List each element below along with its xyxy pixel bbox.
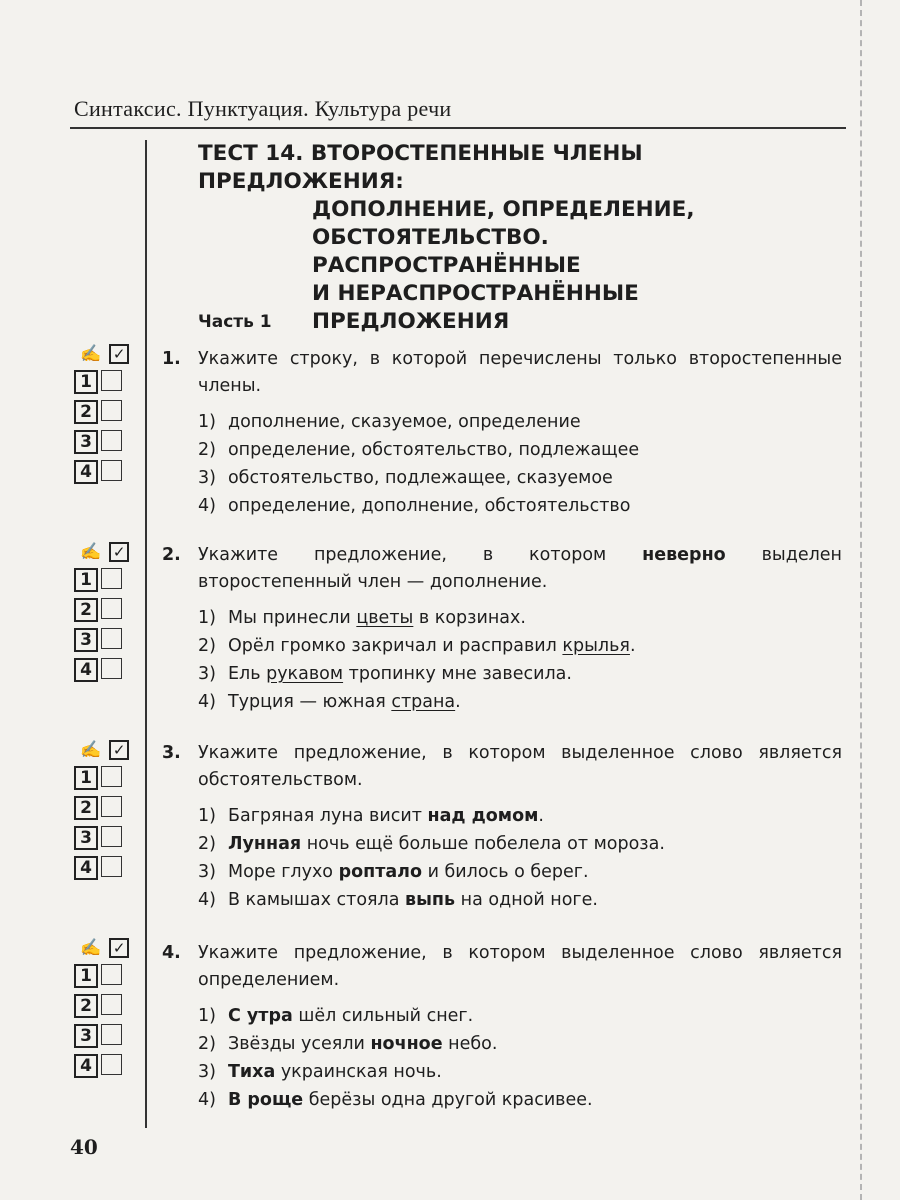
answer-number: 2: [74, 994, 98, 1018]
option-text: [228, 858, 589, 886]
question-body: [198, 346, 842, 400]
option-fragment: украинская ночь.: [275, 1062, 442, 1082]
highlighted-word: крылья: [562, 636, 630, 656]
cut-line: [860, 0, 862, 1200]
option-fragment: тропинку мне завесила.: [343, 664, 572, 684]
margin-rule: [145, 140, 147, 1128]
answer-checkbox[interactable]: [101, 826, 122, 847]
answer-checkbox[interactable]: [101, 400, 122, 421]
option-fragment: Орёл громко закричал и расправил: [227, 636, 563, 656]
emphasis-text: неверно: [642, 545, 726, 565]
option-item: [198, 858, 842, 886]
answer-checkbox[interactable]: [101, 994, 122, 1015]
option-fragment: шёл сильный снег.: [292, 1006, 474, 1026]
answer-header: [74, 740, 134, 760]
answer-checkbox[interactable]: [101, 964, 122, 985]
option-item: [198, 1058, 842, 1086]
option-fragment: В камышах стояла: [227, 890, 406, 910]
question-number: 3.: [162, 743, 181, 763]
answer-number: 4: [74, 1054, 98, 1078]
highlighted-word: Лунная: [227, 834, 302, 854]
answer-sidebar: [74, 740, 134, 880]
option-item: [198, 492, 842, 520]
option-text: [228, 1030, 497, 1058]
answer-row: [74, 994, 134, 1018]
option-fragment: Ель: [227, 664, 267, 684]
answer-checkbox[interactable]: [101, 1054, 122, 1075]
answer-row: [74, 568, 134, 592]
answer-number: 3: [74, 430, 98, 454]
option-number: 4): [198, 890, 216, 910]
answer-number: 2: [74, 796, 98, 820]
answer-row: [74, 1054, 134, 1078]
question-block: [162, 542, 842, 716]
question-block: [162, 346, 842, 520]
option-number: 2): [198, 440, 216, 460]
answer-header: [74, 542, 134, 562]
answer-header: [74, 938, 134, 958]
question-text: [162, 542, 842, 596]
check-icon: ✓: [109, 344, 129, 364]
option-item: [198, 1002, 842, 1030]
option-number: 2): [198, 834, 216, 854]
option-item: [198, 604, 842, 632]
option-text: [228, 1058, 442, 1086]
option-text: [228, 492, 630, 520]
test-title: [198, 140, 838, 336]
option-number: 3): [198, 862, 216, 882]
option-fragment: Звёзды усеяли: [227, 1034, 371, 1054]
pencil-icon: ✍: [80, 344, 102, 364]
option-fragment: .: [455, 692, 461, 712]
option-item: [198, 802, 842, 830]
option-number: 4): [198, 496, 216, 516]
answer-row: [74, 460, 134, 484]
option-item: [198, 436, 842, 464]
option-text: [228, 886, 598, 914]
test-label: ТЕСТ 14.: [198, 141, 304, 166]
option-item: [198, 688, 842, 716]
title-line: И НЕРАСПРОСТРАНЁННЫЕ ПРЕДЛОЖЕНИЯ: [312, 281, 639, 334]
option-item: [198, 1086, 842, 1114]
check-icon: ✓: [109, 740, 129, 760]
option-text: [228, 660, 572, 688]
answer-number: 2: [74, 400, 98, 424]
option-text: [228, 604, 526, 632]
question-fragment: Укажите предложение, в котором выделенное слово является обстоятельством.: [198, 743, 842, 790]
title-line: ОБСТОЯТЕЛЬСТВО.: [312, 225, 549, 250]
answer-row: [74, 826, 134, 850]
options-list: [198, 604, 842, 716]
answer-checkbox[interactable]: [101, 658, 122, 679]
answer-checkbox[interactable]: [101, 598, 122, 619]
option-number: 4): [198, 692, 216, 712]
option-item: [198, 464, 842, 492]
option-fragment: в корзинах.: [413, 608, 526, 628]
option-fragment: на одной ноге.: [455, 890, 598, 910]
question-body: [198, 740, 842, 794]
highlighted-word: рукавом: [266, 664, 344, 684]
options-list: [198, 1002, 842, 1114]
answer-row: [74, 370, 134, 394]
option-text: [228, 830, 665, 858]
question-text: [162, 940, 842, 994]
option-fragment: .: [629, 636, 636, 656]
question-body: [198, 542, 842, 596]
option-number: 1): [198, 1006, 216, 1026]
option-number: 1): [198, 412, 216, 432]
option-fragment: Мы принесли: [227, 608, 357, 628]
highlighted-word: ночное: [370, 1034, 443, 1054]
pencil-icon: ✍: [80, 740, 102, 760]
answer-number: 4: [74, 658, 98, 682]
answer-checkbox[interactable]: [101, 1024, 122, 1045]
option-item: [198, 408, 842, 436]
question-number: 4.: [162, 943, 181, 963]
answer-row: [74, 658, 134, 682]
answer-sidebar: [74, 542, 134, 682]
question-body: [198, 940, 842, 994]
answer-checkbox[interactable]: [101, 568, 122, 589]
answer-sidebar: [74, 938, 134, 1078]
highlighted-word: над домом: [427, 806, 539, 826]
option-fragment: Багряная луна висит: [227, 806, 428, 826]
question-number: 1.: [162, 349, 181, 369]
option-text: [228, 1086, 593, 1114]
question-block: [162, 940, 842, 1114]
option-item: [198, 632, 842, 660]
option-text: [228, 408, 581, 436]
question-fragment: Укажите предложение, в котором: [198, 545, 643, 565]
highlighted-word: страна: [391, 692, 456, 712]
answer-number: 1: [74, 964, 98, 988]
option-fragment: определение, дополнение, обстоятельство: [227, 496, 631, 516]
answer-number: 4: [74, 460, 98, 484]
option-number: 3): [198, 1062, 216, 1082]
answer-row: [74, 598, 134, 622]
title-line: РАСПРОСТРАНЁННЫЕ: [312, 253, 581, 278]
highlighted-word: цветы: [356, 608, 414, 628]
answer-number: 2: [74, 598, 98, 622]
option-item: [198, 660, 842, 688]
option-item: [198, 830, 842, 858]
check-icon: ✓: [109, 542, 129, 562]
highlighted-word: В роще: [227, 1090, 304, 1110]
answer-row: [74, 430, 134, 454]
question-text: [162, 346, 842, 400]
answer-number: 3: [74, 628, 98, 652]
page-header: Синтаксис. Пунктуация. Культура речи: [74, 96, 452, 121]
answer-number: 1: [74, 370, 98, 394]
answer-number: 1: [74, 568, 98, 592]
option-fragment: берёзы одна другой красивее.: [303, 1090, 593, 1110]
answer-number: 4: [74, 856, 98, 880]
answer-checkbox[interactable]: [101, 856, 122, 877]
highlighted-word: Тиха: [227, 1062, 276, 1082]
option-fragment: обстоятельство, подлежащее, сказуемое: [227, 468, 613, 488]
answer-row: [74, 766, 134, 790]
answer-header: [74, 344, 134, 364]
answer-row: [74, 400, 134, 424]
option-fragment: Море глухо: [227, 862, 339, 882]
option-text: [228, 436, 639, 464]
pencil-icon: ✍: [80, 542, 102, 562]
option-number: 4): [198, 1090, 216, 1110]
options-list: [198, 408, 842, 520]
answer-sidebar: [74, 344, 134, 484]
option-number: 1): [198, 806, 216, 826]
option-number: 1): [198, 608, 216, 628]
option-text: [228, 632, 636, 660]
pencil-icon: ✍: [80, 938, 102, 958]
option-number: 3): [198, 468, 216, 488]
header-rule: [70, 127, 846, 129]
option-fragment: определение, обстоятельство, подлежащее: [227, 440, 640, 460]
title-line: ВТОРОСТЕПЕННЫЕ ЧЛЕНЫ ПРЕДЛОЖЕНИЯ:: [198, 141, 643, 194]
highlighted-word: С утра: [227, 1006, 293, 1026]
option-number: 2): [198, 636, 216, 656]
question-block: [162, 740, 842, 914]
answer-number: 1: [74, 766, 98, 790]
answer-checkbox[interactable]: [101, 460, 122, 481]
answer-checkbox[interactable]: [101, 430, 122, 451]
option-text: [228, 802, 544, 830]
answer-checkbox[interactable]: [101, 370, 122, 391]
highlighted-word: выпь: [405, 890, 456, 910]
option-fragment: и билось о берег.: [422, 862, 589, 882]
answer-checkbox[interactable]: [101, 796, 122, 817]
answer-row: [74, 1024, 134, 1048]
option-item: [198, 1030, 842, 1058]
option-text: [228, 464, 613, 492]
part-label: Часть 1: [198, 312, 272, 332]
check-icon: ✓: [109, 938, 129, 958]
option-text: [228, 1002, 473, 1030]
option-fragment: Турция — южная: [227, 692, 392, 712]
option-number: 3): [198, 664, 216, 684]
answer-row: [74, 628, 134, 652]
option-fragment: ночь ещё больше побелела от мороза.: [301, 834, 665, 854]
option-item: [198, 886, 842, 914]
title-line: ДОПОЛНЕНИЕ, ОПРЕДЕЛЕНИЕ,: [312, 197, 695, 222]
question-fragment: Укажите предложение, в котором выделенное слово является определением.: [198, 943, 842, 990]
question-text: [162, 740, 842, 794]
option-fragment: дополнение, сказуемое, определение: [227, 412, 581, 432]
answer-number: 3: [74, 826, 98, 850]
option-text: [228, 688, 461, 716]
question-number: 2.: [162, 545, 181, 565]
answer-row: [74, 964, 134, 988]
option-number: 2): [198, 1034, 216, 1054]
answer-checkbox[interactable]: [101, 628, 122, 649]
option-fragment: .: [538, 806, 544, 826]
answer-number: 3: [74, 1024, 98, 1048]
options-list: [198, 802, 842, 914]
question-fragment: выделен второстепенный член — дополнение.: [198, 545, 842, 592]
answer-row: [74, 856, 134, 880]
question-fragment: Укажите строку, в которой перечислены только второстепенные члены.: [198, 349, 842, 396]
highlighted-word: роптало: [338, 862, 423, 882]
answer-checkbox[interactable]: [101, 766, 122, 787]
option-fragment: небо.: [442, 1034, 498, 1054]
page-number: 40: [70, 1135, 98, 1159]
answer-row: [74, 796, 134, 820]
